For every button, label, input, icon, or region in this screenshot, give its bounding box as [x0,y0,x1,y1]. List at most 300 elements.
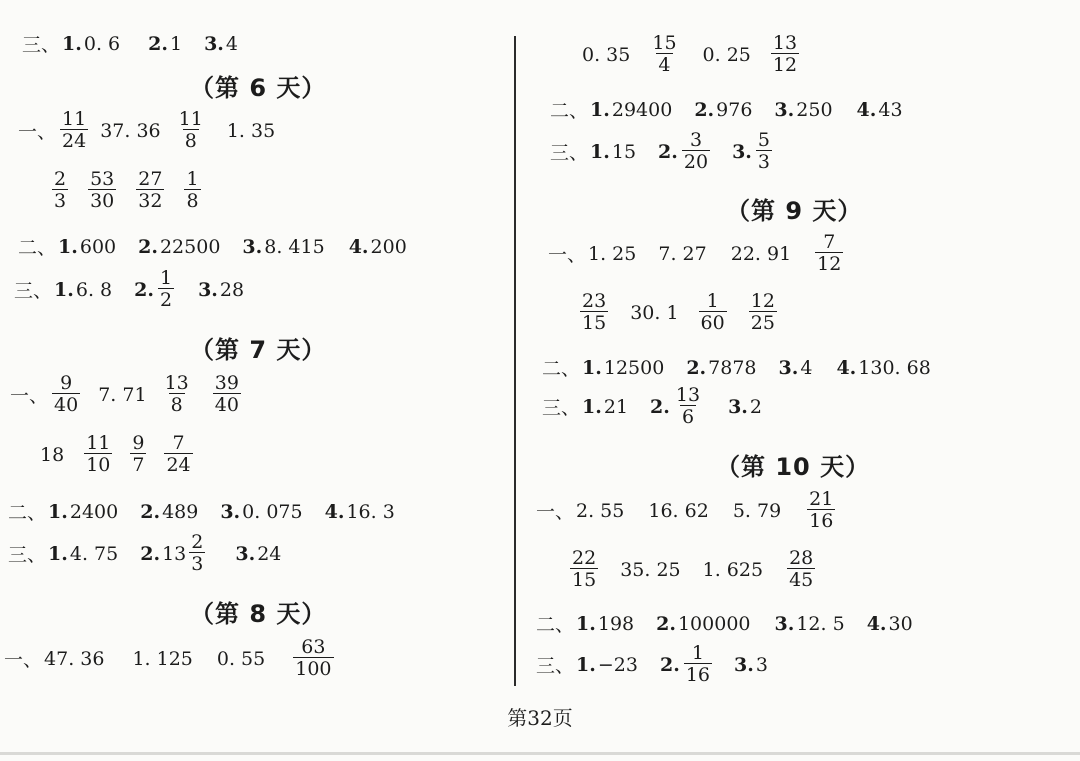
fraction-denominator: 100 [295,658,332,680]
answer-text: 30. 1 [630,301,679,324]
answer-item [44,648,104,670]
answer-value [576,500,624,522]
answer-item [650,386,704,427]
answer-line [542,386,762,427]
fraction [650,34,678,75]
fraction-numerator: 2 [54,168,67,190]
answer-value [100,120,160,142]
section-label: 三、 [542,397,581,419]
fraction-denominator: 40 [214,394,239,416]
answer-value [160,236,220,258]
answer-text: 2400 [69,500,119,523]
answer-text: 2. 55 [576,499,625,522]
question-number: 3. [778,356,799,379]
fraction [163,374,191,415]
section-label: 二、 [542,358,581,380]
section-label: 三、 [8,544,47,566]
question-number: 1. [58,235,78,258]
page-number: 第32页 [507,706,573,730]
section-label: 三、 [536,655,575,677]
answer-text: 21 [603,395,629,418]
fraction-denominator: 24 [166,454,191,476]
fraction [674,386,702,427]
fraction-numerator: 1 [691,642,704,664]
question-number: 2. [658,140,678,163]
fraction-numerator: 7 [823,231,836,253]
answer-line [18,233,407,260]
question-number: 3. [242,235,263,258]
fraction [88,170,116,211]
answer-item [656,613,750,635]
fraction [749,292,777,333]
answer-text: 4 [225,32,238,55]
answer-item [576,500,624,522]
answer-item [54,279,112,301]
section-label: 一、 [548,244,587,266]
answer-item [805,490,837,531]
answer-value [672,386,704,427]
question-number: 2. [659,653,680,676]
day-heading: （第 10 天） [716,453,871,481]
answer-value [708,357,756,379]
answer-text: 3 [755,653,768,676]
answer-item [620,559,680,581]
answer-line [550,131,774,172]
answer-item [660,644,714,685]
answer-item [227,120,275,142]
section-label: 一、 [4,649,43,671]
section-label: 二、 [8,502,47,524]
question-number: 4. [324,500,345,523]
answer-item [204,33,238,55]
answer-value [242,501,302,523]
question-number: 3. [204,32,224,55]
answer-text: 7878 [708,356,757,379]
answer-item [86,170,118,211]
fraction-numerator: 11 [62,108,87,130]
fraction [177,110,205,151]
question-number: 2. [140,542,161,565]
answer-item [703,44,751,66]
question-number: 1. [590,98,610,121]
answer-value [44,648,104,670]
answer-item [50,374,82,415]
fraction-denominator: 12 [817,253,842,275]
answer-value [257,543,281,565]
answer-text: 6. 8 [75,278,113,301]
section-label: 一、 [10,385,49,407]
fraction-denominator: 2 [159,289,173,311]
question-number: 3. [235,542,256,565]
fraction-numerator: 1 [706,290,719,312]
answer-item [648,500,708,522]
fraction-denominator: 16 [809,510,834,532]
question-number: 1. [48,500,68,523]
answer-item [658,131,712,172]
answer-text: 0. 075 [242,500,303,523]
mixed-number-whole: 13 [162,542,187,565]
question-number: 3. [734,653,754,676]
answer-text: 2 [749,395,763,418]
fraction [164,434,192,475]
answer-line [536,644,768,685]
answer-item [140,533,207,574]
answer-value [889,613,913,635]
answer-item [576,654,638,676]
answer-item [836,357,930,379]
answer-text: 4 [800,356,813,379]
answer-value [162,533,207,574]
answer-line [4,638,336,679]
fraction-numerator: 28 [789,547,814,569]
fraction [756,131,772,172]
answer-value [648,34,680,75]
question-number: 2. [656,612,676,635]
answer-value [658,243,706,265]
fraction-numerator: 11 [178,108,203,130]
answer-value [878,99,902,121]
fraction [699,292,727,333]
answer-line [548,233,845,274]
answer-item [100,120,160,142]
answer-text: 1. 125 [132,647,193,670]
answer-text: 200 [370,235,407,258]
question-number: 2. [140,500,161,523]
question-number: 2. [138,235,158,258]
fraction-numerator: 21 [809,488,834,510]
answer-value [680,131,712,172]
answer-line [536,610,913,637]
fraction-numerator: 63 [301,636,326,658]
fraction-denominator: 25 [750,312,775,334]
answer-item [732,131,774,172]
answer-value [678,613,751,635]
section-label: 二、 [550,100,589,122]
fraction-numerator: 13 [675,384,701,406]
answer-value [156,269,176,310]
answer-item [211,374,243,415]
answer-value [612,141,636,163]
answer-value [604,357,664,379]
question-number: 1. [54,278,74,301]
answer-value [291,638,335,679]
answer-text: 130. 68 [858,356,931,379]
fraction-denominator: 20 [683,151,709,173]
question-number: 3. [728,395,748,418]
answer-line [536,490,837,531]
answer-text: 1. 35 [226,119,276,142]
fraction-denominator: 6 [681,406,695,428]
fraction-numerator: 11 [86,432,111,454]
answer-item [582,44,630,66]
day-heading: （第 6 天） [190,74,327,102]
left-column [0,0,510,761]
fraction-denominator: 15 [572,569,597,591]
answer-text: 7. 27 [658,242,707,265]
answer-text: 47. 36 [44,647,105,670]
fraction-denominator: 10 [86,454,111,476]
answer-line [50,170,203,211]
question-number: 2. [134,278,154,301]
fraction [771,34,799,75]
answer-value [40,444,64,466]
answer-item [590,99,672,121]
fraction-denominator: 3 [54,190,67,212]
question-number: 4. [866,612,887,635]
answer-item [785,549,817,590]
answer-value [346,501,394,523]
answer-value [220,279,244,301]
answer-item [694,99,752,121]
answer-item [138,236,220,258]
day-heading: （第 8 天） [190,600,327,628]
answer-value [754,131,774,172]
bottom-rule [0,752,1080,755]
answer-item [648,34,680,75]
fraction-denominator: 3 [191,553,204,575]
answer-item [349,236,407,258]
answer-item [588,243,636,265]
answer-item [134,170,166,211]
fraction-numerator: 13 [772,32,798,54]
fraction [682,131,710,172]
question-number: 3. [220,500,241,523]
answer-value [70,501,118,523]
section-label: 二、 [18,237,57,259]
answer-text: 35. 25 [620,558,681,581]
answer-value [98,384,146,406]
fraction [787,549,815,590]
answer-item [867,613,913,635]
fraction-denominator: 60 [700,312,725,334]
answer-text: 12500 [603,356,665,379]
answer-item [728,396,762,418]
answer-value [84,33,120,55]
answer-item [148,33,182,55]
answer-item [582,357,664,379]
fraction-denominator: 30 [90,190,115,212]
answer-item [658,243,706,265]
answer-value [227,120,275,142]
fraction-numerator: 3 [689,129,703,151]
answer-item [697,292,729,333]
day-heading: （第 7 天） [190,336,327,364]
answer-item [813,233,845,274]
answer-item [161,374,193,415]
answer-line [40,434,195,475]
answer-text: 8. 415 [264,235,325,258]
question-number: 2. [650,395,670,418]
fraction-numerator: 7 [172,432,185,454]
answer-item [590,141,636,163]
answer-text: 16. 3 [346,500,395,523]
answer-line [582,34,801,75]
fraction [570,549,598,590]
question-number: 3. [198,278,218,301]
answer-item [686,357,756,379]
answer-item [58,236,116,258]
answer-value [82,434,114,475]
answer-line [18,110,275,151]
answer-value [217,648,265,670]
answer-item [48,543,118,565]
question-number: 3. [774,98,795,121]
fraction-denominator: 4 [658,54,671,76]
answer-value [582,44,630,66]
answer-item [134,269,176,310]
answer-value [598,613,634,635]
answer-item [775,613,845,635]
answer-item [40,444,64,466]
answer-value [128,434,148,475]
answer-line [22,30,260,57]
fraction-numerator: 1 [186,168,199,190]
answer-item [58,110,90,151]
fraction-denominator: 12 [772,54,798,76]
question-number: 2. [694,98,715,121]
fraction-denominator: 8 [186,190,199,212]
fraction-denominator: 3 [757,151,771,173]
answer-item [182,170,202,211]
answer-value [612,99,672,121]
fraction [136,170,164,211]
answer-value [588,243,636,265]
answer-item [779,357,813,379]
fraction-numerator: 22 [572,547,597,569]
fraction-denominator: 32 [138,190,163,212]
fraction-numerator: 12 [750,290,775,312]
answer-text: 489 [162,500,199,523]
fraction-numerator: 9 [132,432,145,454]
answer-text: 976 [716,98,753,121]
answer-value [371,236,407,258]
answer-text: 0. 6 [83,32,121,55]
answer-item [747,292,779,333]
answer-text: 15 [611,140,637,163]
answer-value [756,654,768,676]
answer-item [769,34,801,75]
answer-value [796,613,844,635]
answer-text: 0. 25 [702,43,751,66]
fraction [580,292,608,333]
answer-item [630,302,678,324]
answer-line [550,96,903,123]
answer-item [731,243,791,265]
answer-text: 250 [796,98,833,121]
answer-value [731,243,791,265]
question-number: 1. [62,32,82,55]
answer-text: 1. 625 [702,558,764,581]
fraction [84,434,112,475]
fraction [684,644,712,685]
answer-text: 43 [878,98,903,121]
answer-line [568,549,817,590]
question-number: 1. [590,140,610,163]
answer-text: 5. 79 [732,499,782,522]
answer-value [703,559,763,581]
question-number: 4. [348,235,369,258]
answer-value [805,490,837,531]
answer-value [162,501,198,523]
fraction-denominator: 8 [170,394,183,416]
answer-text: 22500 [159,235,221,258]
answer-value [76,279,112,301]
answer-value [264,236,324,258]
fraction-numerator: 23 [582,290,607,312]
answer-value [796,99,832,121]
section-label: 一、 [18,121,57,143]
fraction-numerator: 15 [652,32,677,54]
answer-item [50,170,70,211]
answer-item [576,613,634,635]
answer-line [578,292,779,333]
question-number: 1. [582,356,602,379]
answer-item [568,549,600,590]
question-number: 3. [774,612,795,635]
answer-value [182,170,202,211]
answer-line [542,354,931,381]
answer-value [70,543,118,565]
day-heading: （第 9 天） [726,197,863,225]
fraction-numerator: 27 [138,168,163,190]
answer-value [733,500,781,522]
answer-item [774,99,832,121]
section-label: 二、 [536,614,575,636]
answer-value [211,374,243,415]
answer-value [716,99,752,121]
answer-value [175,110,207,151]
answer-text: 16. 62 [648,499,709,522]
answer-item [291,638,335,679]
question-number: 4. [856,98,877,121]
answer-text: 1 [169,32,183,55]
answer-value [50,170,70,211]
fraction [293,638,333,679]
answer-value [568,549,600,590]
answer-value [86,170,118,211]
answer-value [750,396,762,418]
answer-text: 30 [888,612,913,635]
answer-item [198,279,244,301]
answer-line [8,498,395,525]
fraction-denominator: 45 [789,569,814,591]
answer-value [648,500,708,522]
answer-item [132,648,192,670]
fraction-denominator: 24 [62,130,87,152]
answer-item [582,396,628,418]
answer-item [48,501,118,523]
answer-value [161,374,193,415]
answer-item [217,648,265,670]
answer-value [226,33,238,55]
answer-item [857,99,903,121]
fraction [60,110,88,151]
fraction [815,233,843,274]
answer-item [162,434,194,475]
fraction-denominator: 15 [582,312,607,334]
answer-text: −23 [597,653,638,676]
fraction-numerator: 53 [90,168,115,190]
fraction-numerator: 1 [159,267,173,289]
fraction-numerator: 13 [164,372,189,394]
answer-text: 28 [219,278,245,301]
question-number: 1. [48,542,68,565]
answer-text: 7. 71 [98,383,147,406]
answer-value [132,648,192,670]
question-number: 1. [582,395,602,418]
question-number: 2. [148,32,168,55]
answer-value [604,396,628,418]
